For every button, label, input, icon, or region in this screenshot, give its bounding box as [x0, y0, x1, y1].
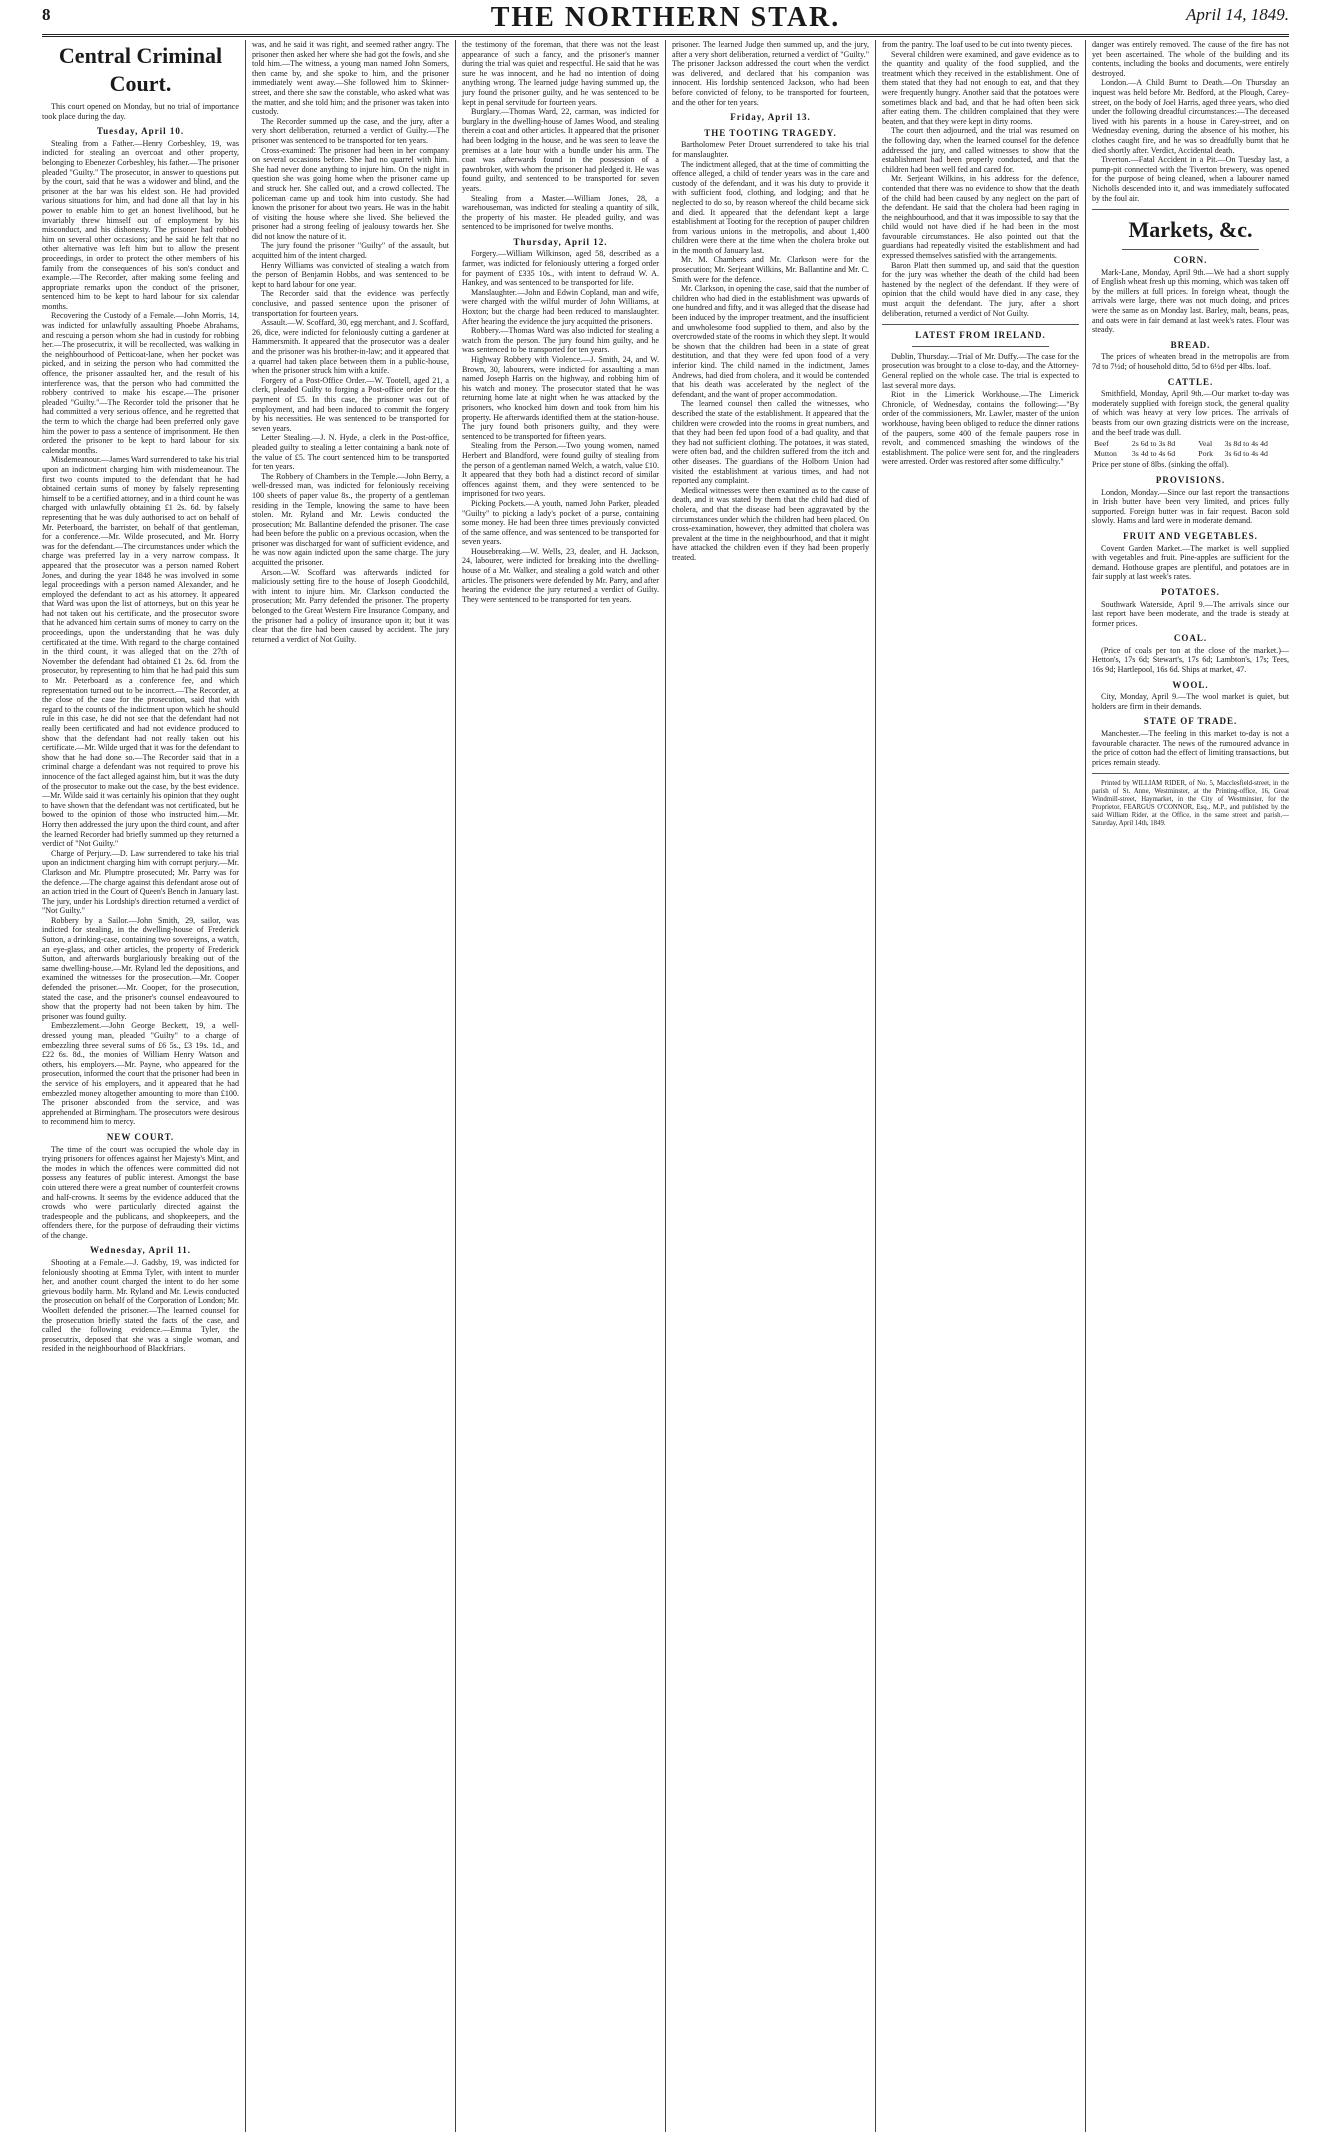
- paragraph: Mark-Lane, Monday, April 9th.—We had a short supply of English wheat fresh up this morning, which was taken off by the millers at full prices. In foreign wheat, though the arrivals were large, there was not much doing, and prices were the same as on Monday last. Barley, malt, beans, peas, and oats were in fair demand at last week's rates. Flour was steady.: [1092, 267, 1289, 335]
- section-heading-criminal-court: Central Criminal Court.: [58, 43, 223, 96]
- table-note: Price per stone of 8lbs. (sinking the offal).: [1092, 460, 1229, 470]
- paragraph: Stealing from a Father.—Henry Corbeshley, 19, was indicted for stealing an overcoat and other property, belonging to Ebenezer Corbeshley, his father.—The prisoner pleaded "Guilty." The prosecutor, in answer to questions put by the court, said that he was a widower and blind, and the prisoner at the bar was his eldest son. He had provided various situations for him, and had done all that lay in his power to enable him to get an honest livelihood, but he invariably threw himself out of employment by his misconduct, and his dishonesty. The prisoner had robbed him on several other occasions; and he said he felt that no other alternative was left him but to allow the present proceedings, in order to protect the other members of his family from the consequences of his son's conduct and example.—The Recorder, after making some feeling and appropriate remarks upon the conduct of the prisoner, sentenced him to be kept to hard labour for six calendar months.: [42, 138, 239, 311]
- newspaper-title: THE NORTHERN STAR.: [490, 2, 841, 33]
- paragraph: Manchester.—The feeling in this market to-day is not a favourable character. The news of the rumoured advance in the price of cotton had the effect of limiting transactions, but prices remain steady.: [1092, 729, 1289, 767]
- paragraph: Stealing from a Master.—William Jones, 28, a warehouseman, was indicted for stealing a quantity of silk, the property of his master. He pleaded guilty, and was sentenced to be imprisoned for twelve months.: [462, 193, 659, 232]
- divider: [912, 346, 1049, 347]
- subheading-wool: WOOL.: [1172, 679, 1209, 690]
- paragraph: Bartholomew Peter Drouet surrendered to take his trial for manslaughter.: [672, 140, 869, 159]
- paragraph: The jury found the prisoner "Guilty" of the assault, but acquitted him of the intent charged.: [252, 241, 449, 261]
- column-4: [665, 40, 875, 2132]
- dateline: Wednesday, April 11.: [89, 1245, 192, 1256]
- column-3: [455, 40, 665, 2132]
- paragraph: the testimony of the foreman, that there was not the least appearance of such a fancy, and the prisoner's manner during the trial was quiet and respectful. He said that he was sure he was innocent, and he had no intention of doing anything wrong. The learned judge having summed up, the jury found the prisoner guilty, and he was sentenced to be kept in penal servitude for fourteen years.: [462, 40, 659, 107]
- paragraph: Shooting at a Female.—J. Gadsby, 19, was indicted for feloniously shooting at Emma Tyler, with intent to murder her, and another count charged the intent to do her some grievous bodily harm. Mr. Ryland and Mr. Lewis conducted the prosecution on behalf of the Corporation of London; Mr. Woollett defended the prisoner.—The learned counsel for the prosecution briefly stated the facts of the case, and called the following evidence.—Emma Tyler, the prosecutrix, deposed that she was a single woman, and resided in the neighbourhood of Blackfriars.: [42, 1258, 239, 1354]
- paragraph: Burglary.—Thomas Ward, 22, carman, was indicted for burglary in the dwelling-house of James Wood, and stealing therein a coat and other articles. It appeared that the prisoner had been lodging in the house, and he was seen to leave the premises at a late hour with a bundle under his arm. The coat was afterwards found in the possession of a pawnbroker, with whom the prisoner had pledged it. He was found guilty, and sentenced to be transported for seven years.: [462, 107, 659, 193]
- paragraph: Mr. Clarkson, in opening the case, said that the number of children who had died in the establishment was upwards of one hundred and fifty, and it was alleged that the disease had been induced by the improper treatment, and the insufficient and unwholesome food supplied to them, and also by the overcrowded state of the rooms in which they slept. It would be shown that the children had been in a state of great destitution, and that they were fed upon food of a very inferior kind. The child named in the indictment, James Andrews, had died from cholera, and it would be contended that his death was accelerated by the neglect of the defendant, and the want of proper accommodation.: [672, 284, 869, 399]
- paragraph: Robbery.—Thomas Ward was also indicted for stealing a watch from the person. The jury found him guilty, and he was sentenced to be transported for ten years.: [462, 326, 659, 355]
- table-cell: Beef: [1094, 439, 1109, 449]
- printer-imprint: Printed by WILLIAM RIDER, of No. 5, Macclesfield-street, in the parish of St. Anne, Westminster, at the Printing-office, 16, Great Windmill-street, Haymarket, in the City of Westminster, for the Proprietor, FEARGUS O'CONNOR, Esq., M.P., and published by the said William Rider, at the Office, in the same street and parish.—Saturday, April 14th, 1849.: [1092, 780, 1289, 828]
- headline-tooting-tragedy: THE TOOTING TRAGEDY.: [704, 127, 837, 138]
- subheading-provisions: PROVISIONS.: [1155, 474, 1226, 485]
- table-cell: Mutton: [1094, 448, 1117, 458]
- divider: [1092, 209, 1289, 210]
- dateline: Thursday, April 12.: [513, 236, 608, 247]
- table-row: [1092, 439, 1289, 449]
- paragraph: Dublin, Thursday.—Trial of Mr. Duffy.—The case for the prosecution was brought to a close to-day, and the Attorney-General replied on the whole case. The trial is expected to last several more days.: [882, 351, 1079, 390]
- table-cell: 2s 6d to 3s 8d: [1131, 439, 1176, 449]
- paragraph: Charge of Perjury.—D. Law surrendered to take his trial upon an indictment charging him with corrupt perjury.—Mr. Clarkson and Mr. Plumptre prosecuted; Mr. Parry was for the defence.—The charge against this defendant arose out of an action tried in the Court of Queen's Bench in January last. The jury, under his Lordship's direction returned a verdict of "Not Guilty.": [42, 848, 240, 916]
- paragraph: (Price of coals per ton at the close of the market.)—Hetton's, 17s 6d; Stewart's, 17s 6d; Lambton's, 17s; Tees, 16s 9d; Hartlepool, 16s 6d. Ships at market, 47.: [1092, 645, 1289, 675]
- column-6: [1085, 40, 1289, 2132]
- paragraph: Mr. Serjeant Wilkins, in his address for the defence, contended that there was no evidence to show that the death of the child had been caused by any neglect on the part of the defendant. He said that the cholera had been raging in the neighbourhood, and that it was impossible to say that the child would not have died if he had been in the most favourable circumstances. He also pointed out that the guardians had repeatedly visited the establishment and had expressed themselves satisfied with the arrangements.: [882, 174, 1079, 261]
- paragraph: The Robbery of Chambers in the Temple.—John Berry, a well-dressed man, was indicted for feloniously receiving 100 sheets of paper value 8s., the property of a gentleman residing in the Temple, knowing the same to have been stolen. Mr. Ryland and Mr. Lewis conducted the prosecution; Mr. Ballantine defended the prisoner. The case had been before the public on a previous occasion, when the prisoner was discharged for want of sufficient evidence, and he was now again indicted upon the same charge. The jury acquitted the prisoner.: [252, 471, 449, 568]
- paragraph: Medical witnesses were then examined as to the cause of death, and it was stated by them that the child had died of cholera, and that the disease had been aggravated by the circumstances under which the children had been placed. On cross-examination, however, they admitted that cholera was prevalent at the time in the neighbourhood, and that it might have attacked the children even if they had been properly treated.: [672, 485, 869, 562]
- paragraph: Arson.—W. Scoffard was afterwards indicted for maliciously setting fire to the house of Joseph Goodchild, with intent to injure him. Mr. Clarkson conducted the prosecution; Mr. Parry defended the prisoner. The property belonged to the Great Western Fire Insurance Company, and the prisoner had a policy of insurance upon it; but it was clear that the fire had been caused by accident. The jury returned a verdict of Not Guilty.: [252, 567, 449, 644]
- paragraph: Assault.—W. Scoffard, 30, egg merchant, and J. Scoffard, 26, dice, were indicted for feloniously cutting a gardener at Hammersmith. It appeared that the prosecutor was a dealer and the prisoner was his brother-in-law; and it appeared that a quarrel had taken place between them in a public-house, when the prisoner struck him with a knife.: [252, 318, 449, 376]
- dateline: Tuesday, April 10.: [96, 126, 185, 137]
- paragraph: Housebreaking.—W. Wells, 23, dealer, and H. Jackson, 24, labourer, were indicted for breaking into the dwelling-house of a Mr. Walker, and stealing a gold watch and other articles. The prisoners were defended by Mr. Parry, and after hearing the evidence the jury returned a verdict of Guilty. They were sentenced to be transported for ten years.: [462, 546, 659, 604]
- paragraph: Recovering the Custody of a Female.—John Morris, 14, was indicted for unlawfully assaulting Phoebe Abrahams, and rescuing a person whom she had in custody for robbing her.—The prosecutrix, it will be recollected, was walking in the neighbourhood of Petticoat-lane, when her pocket was picked, and in seizing the person who had committed the offence, the prisoner assaulted her, and the result of his interference was, that the person who had committed the robbery contrived to make his escape.—The prisoner pleaded "Guilty."—The Recorder told the prisoner that he had committed a very serious offence, and he regretted that the term to which the charge had been preferred only gave him the power to pass a sentence of imprisonment. He then ordered the prisoner to be kept to hard labour for six calendar months.: [42, 311, 239, 455]
- subheading-fruit: FRUIT AND VEGETABLES.: [1123, 530, 1258, 541]
- section-heading-markets: Markets, &c.: [1128, 217, 1253, 243]
- cattle-price-table: [1092, 439, 1289, 458]
- paragraph: The court then adjourned, and the trial was resumed on the following day, when the learned counsel for the defence addressed the jury, and called witnesses to show that the establishment had been properly conducted, and that the children had been well fed and cared for.: [882, 126, 1079, 174]
- subheading-bread: BREAD.: [1170, 339, 1211, 350]
- table-cell: Veal: [1198, 439, 1213, 449]
- paragraph: Baron Platt then summed up, and said that the question for the jury was whether the death of the child had been hastened by the neglect of the defendant. If they were of opinion that the child would have died in any case, they must acquit the defendant. The jury, after a short deliberation, returned a verdict of Not Guilty.: [882, 260, 1079, 318]
- subheading-state-of-trade: STATE OF TRADE.: [1143, 716, 1238, 727]
- paragraph: Stealing from the Person.—Two young women, named Herbert and Blandford, were found guilty of stealing from the person of a gentleman named Welch, a watch, value £10. It appeared that they both had a distinct record of similar offences against them, and they were sentenced to be imprisoned for two years.: [462, 441, 659, 499]
- paragraph: London, Monday.—Since our last report the transactions in Irish butter have been very limited, and prices fully supported. Foreign butter was in fair request. Bacon sold slowly. Hams and lard were in moderate demand.: [1092, 487, 1289, 526]
- paragraph: This court opened on Monday, but no trial of importance took place during the day.: [42, 102, 239, 121]
- page-number: 8: [42, 5, 51, 24]
- paragraph: Forgery of a Post-Office Order.—W. Tootell, aged 21, a clerk, pleaded Guilty to forging a Post-office order for the payment of £5. In this case, the prisoner was out of employment, and had been induced to commit the forgery by his necessities. He was sentenced to be transported for seven years.: [252, 375, 449, 433]
- paragraph: London.—A Child Burnt to Death.—On Thursday an inquest was held before Mr. Bedford, at the Plough, Carey-street, on the body of Joel Harris, aged three years, who died under the following dreadful circumstances:—The deceased lived with his parents in a house in Carey-street, and on Wednesday evening, during the absence of his mother, his clothes caught fire, and he was so dreadfully burnt that he died shortly after. Verdict, Accidental death.: [1092, 78, 1289, 155]
- paragraph: Smithfield, Monday, April 9th.—Our market to-day was moderately supplied with foreign stock, the general quality of which was heavy at very low prices. The arrivals of beasts from our own grazing districts were on the increase, and the beef trade was dull.: [1092, 389, 1289, 437]
- paragraph: Manslaughter.—John and Edwin Copland, man and wife, were charged with the wilful murder of John Williams, at Hoxton; but the charge had been reduced to manslaughter. After hearing the evidence the jury acquitted the prisoners.: [462, 287, 659, 326]
- table-cell: 3s 6d to 4s 4d: [1224, 448, 1268, 458]
- paragraph: Henry Williams was convicted of stealing a watch from the person of Benjamin Hobbs, and was sentenced to be kept to hard labour for one year.: [252, 260, 449, 289]
- paragraph: The prices of wheaten bread in the metropolis are from 7d to 7½d; of household ditto, 5d to 6½d per 4lbs. loaf.: [1092, 352, 1289, 372]
- table-row: [1092, 449, 1289, 459]
- paragraph: The indictment alleged, that at the time of committing the offence alleged, a child of tender years was in the care and custody of the defendant, and it was his duty to provide it with sufficient food, clothing, and lodging; and that he neglected to do so, by reason whereof the child became sick and died. It appeared that the defendant kept a large establishment at Tooting for the reception of pauper children from various unions in the metropolis, and about 1,400 children were there at the time when the cholera broke out in the month of January last.: [672, 159, 869, 255]
- divider: [1092, 773, 1289, 774]
- paragraph: was, and he said it was right, and seemed rather angry. The prisoner then asked her where she had got the fowls, and she told him.—The witness, a young man named John Somers, then came by, and she spoke to him, and the prisoner immediately went away.—She followed him to Skinner-street, and there she saw the constable, who asked what was the matter, and she told him; and the prisoner was taken into custody.: [252, 40, 449, 117]
- paragraph: Robbery by a Sailor.—John Smith, 29, sailor, was indicted for stealing, in the dwelling-house of Frederick Sutton, a drinking-case, containing two sovereigns, a watch, an eye-glass, and other articles, the property of Frederick Sutton, and afterwards burglariously breaking out of the same dwelling-house.—Mr. Ryland led the depositions, and examined the witnesses for the prosecution.—Mr. Cooper defended the prisoner.—Mr. Cooper, for the prosecution, stated the case, and the prisoner's counsel endeavoured to show that the property had not been taken by him. The prisoner was found guilty.: [42, 915, 239, 1021]
- paragraph: Embezzlement.—John George Beckett, 19, a well-dressed young man, pleaded "Guilty" to a charge of embezzling three several sums of £6 5s., £3 19s. 1d., and £22 6s. 8d., the monies of William Henry Watson and others, his employers.—Mr. Payne, who appeared for the prosecution, informed the court that the prisoner had been in the service of his employers, and it appeared that he had embezzled money altogether amounting to more than £100. The prisoner absconded from the service, and was apprehended at Birmingham. The prosecutors were desirous to recommend him to mercy.: [42, 1021, 239, 1127]
- column-1: [42, 40, 245, 2132]
- divider: [1122, 249, 1259, 250]
- subheading-cattle: CATTLE.: [1167, 376, 1214, 387]
- dateline: Friday, April 13.: [730, 112, 811, 123]
- paragraph: Southwark Waterside, April 9.—The arrivals since our last report have been moderate, and the trade is steady at former prices.: [1092, 599, 1289, 628]
- column-2: [245, 40, 455, 2132]
- headline-latest-from-ireland: LATEST FROM IRELAND.: [915, 330, 1046, 341]
- paragraph: Cross-examined: The prisoner had been in her company on several occasions before. She had no quarrel with him. She had never done anything to injure him. On the night in question she was going home when the prisoner came up and struck her. She called out, and a crowd collected. The policeman came up and took him into custody. She had known the prisoner for about two years. He was in the habit of visiting the house where she lived. She believed the prisoner had a strong feeling of jealousy towards her. She did not know the nature of it.: [252, 145, 449, 241]
- paragraph: from the pantry. The loaf used to be cut into twenty pieces.: [882, 40, 1073, 49]
- masthead: [42, 0, 1289, 37]
- paragraph: Highway Robbery with Violence.—J. Smith, 24, and W. Brown, 30, labourers, were indicted for assaulting a man named Joseph Harris on the highway, and robbing him of his watch and money. The prosecutor stated that he was returning home late at night when he was attacked by the prisoners, who knocked him down and took from him his property. He afterwards identified them at the station-house. The jury found both prisoners guilty, and they were sentenced to be transported for fifteen years.: [462, 355, 659, 441]
- subheading-corn: CORN.: [1173, 255, 1208, 266]
- subheading-potatoes: POTATOES.: [1161, 586, 1220, 597]
- paragraph: The time of the court was occupied the whole day in trying prisoners for offences against her Majesty's Mint, and the modes in which the offences were committed did not possess any features of public interest. Amongst the base coin uttered there were a great number of counterfeit crowns and half-crowns. It seems by the evidence adduced that the crowds who were particularly directed against the tradespeople and the publicans, and shopkeepers, and the offenders there, for the purpose of defrauding their victims of the change.: [42, 1144, 239, 1240]
- paragraph: The Recorder said that the evidence was perfectly conclusive, and passed sentence upon the prisoner of transportation for fourteen years.: [252, 289, 449, 318]
- paragraph: The learned counsel then called the witnesses, who described the state of the establishment. It appeared that the children were crowded into the rooms in great numbers, and that they had been fed upon food of a bad quality, and that they had not sufficient clothing. The potatoes, it was stated, were often bad, and the children suffered from the itch and other diseases. The guardians of the Holborn Union had visited the establishment at various times, and had not reported any complaint.: [672, 399, 869, 486]
- paragraph: City, Monday, April 9.—The wool market is quiet, but holders are firm in their demands.: [1092, 692, 1289, 711]
- paragraph: Misdemeanour.—James Ward surrendered to take his trial upon an indictment charging him with misdemeanour. The first two counts imputed to the defendant that he had obtained certain sums of money by falsely representing himself to be a certified attorney, and in a third count he was charged with unlawfully obtaining £1 2s. 6d. by falsely representing that he was duly authorised to act on behalf of Mr. Peterboard, the barrister, on behalf of that gentleman, for a conference.—Mr. Wilde prosecuted, and Mr. Horry was for the defendant.—The circumstances under which the charge was preferred lay in a very narrow compass. It appeared that the prosecutor was a person named Robert Jones, and during the year 1848 he was involved in some legal proceedings with a person named Alexander, and he employed the defendant to act as his attorney. It appeared that Ward was upon the list of attorneys, but on this year he had not taken out his certificate, and the prosecutor swore that he advanced him certain sums of money to carry on the proceedings, upon the understanding that he was duly certificated at the time. With regard to the charge contained in the third count, it was alleged that on the 27th of November the defendant had obtained £1 2s. 6d. from the prosecutor, by representing to him that he had paid this sum to Mr. Peterboard as a conference fee, and which representation turned out to be incorrect.—The Recorder, at the close of the case for the prosecution, said that with regard to the counts of the indictment upon which he should rule in this case, he did not see that the defendant had not really been certificated and had not evidence produced to show that the defendant had not really taken out his certificate.—Mr. Wilde urged that it was for the defendant to show that he had done so.—The Recorder said that in a criminal charge a defendant was not required to prove his innocence of the fact alleged against him, but it was the duty of the prosecutor to make out the case, by the best evidence.—Mr. Wilde said it was certainly his opinion that they ought to have shown that the defendant was not certificated, but he bowed to the opinion of those who instructed him.—Mr. Horry then addressed the jury upon the third count, and after the learned Recorder had briefly summed up they returned a verdict of "Not Guilty.": [42, 455, 239, 849]
- table-cell: Pork: [1198, 448, 1213, 458]
- divider: [882, 324, 1079, 325]
- paragraph: danger was entirely removed. The cause of the fire has not yet been ascertained. The whole of the building and its contents, including the books and documents, were entirely destroyed.: [1092, 40, 1289, 78]
- paragraph: Riot in the Limerick Workhouse.—The Limerick Chronicle, of Wednesday, contains the following:—"By order of the commissioners, Mr. Lawler, master of the union workhouse, having been obliged to reduce the dinner rations of the paupers, some 400 of the female paupers rose in revolt, and commenced smashing the windows of the establishment. The police were sent for, and the ringleaders were arrested. Order was restored after some difficulty.": [882, 390, 1079, 467]
- column-5: [875, 40, 1085, 2132]
- subheading-coal: COAL.: [1173, 633, 1208, 644]
- paragraph: prisoner. The learned Judge then summed up, and the jury, after a very short deliberation, returned a verdict of "Guilty." The prisoner Jackson addressed the court when the verdict was delivered, and declared that his companion was innocent. His lordship sentenced Jackson, who had been before convicted of felony, to be transported for fourteen, and the other for ten years.: [672, 40, 869, 107]
- issue-date: April 14, 1849.: [1186, 5, 1289, 24]
- table-cell: 3s 8d to 4s 4d: [1224, 439, 1268, 449]
- paragraph: Letter Stealing.—J. N. Hyde, a clerk in the Post-office, pleaded guilty to stealing a letter containing a bank note of the value of £5. The court sentenced him to be transported for ten years.: [252, 433, 449, 472]
- paragraph: Picking Pockets.—A youth, named John Parker, pleaded "Guilty" to picking a lady's pocket of a purse, containing some money. He had been three times previously convicted of the same offence, and was sentenced to be transported for seven years.: [462, 498, 659, 547]
- paragraph: Forgery.—William Wilkinson, aged 58, described as a farmer, was indicted for feloniously uttering a forged order for payment of £335 10s., with intent to defraud W. A. Hankey, and was sentenced to be transported for life.: [462, 249, 659, 288]
- article-columns: [42, 40, 1289, 2132]
- paragraph: Tiverton.—Fatal Accident in a Pit.—On Tuesday last, a pump-pit connected with the Tiverton brewery, was opened for the purpose of being cleaned, when a labourer named Nicholls descended into it, and was immediately suffocated by the foul air.: [1092, 155, 1289, 203]
- paragraph: Covent Garden Market.—The market is well supplied with vegetables and fruit. Pine-apples are sufficient for the demand. Hothouse grapes are plentiful, and potatoes are in fair supply at last week's rates.: [1092, 543, 1289, 582]
- paragraph: Several children were examined, and gave evidence as to the quantity and quality of the food supplied, and the treatment which they received in the establishment. One of them stated that they had not enough to eat, and that they were frequently hungry. Another said that the potatoes were sometimes black and bad, and that he had often been sick after eating them. The children complained that they were beaten, and that they were kept in dirty rooms.: [882, 49, 1079, 126]
- subheading-new-court: NEW COURT.: [106, 1131, 175, 1142]
- paragraph: Mr. M. Chambers and Mr. Clarkson were for the prosecution; Mr. Serjeant Wilkins, Mr. Ballantine and Mr. C. Smith were for the defence.: [672, 255, 869, 284]
- paragraph: The Recorder summed up the case, and the jury, after a very short deliberation, returned a verdict of Guilty.—The prisoner was sentenced to be transported for ten years.: [252, 116, 449, 145]
- table-cell: 3s 4d to 4s 6d: [1131, 448, 1176, 458]
